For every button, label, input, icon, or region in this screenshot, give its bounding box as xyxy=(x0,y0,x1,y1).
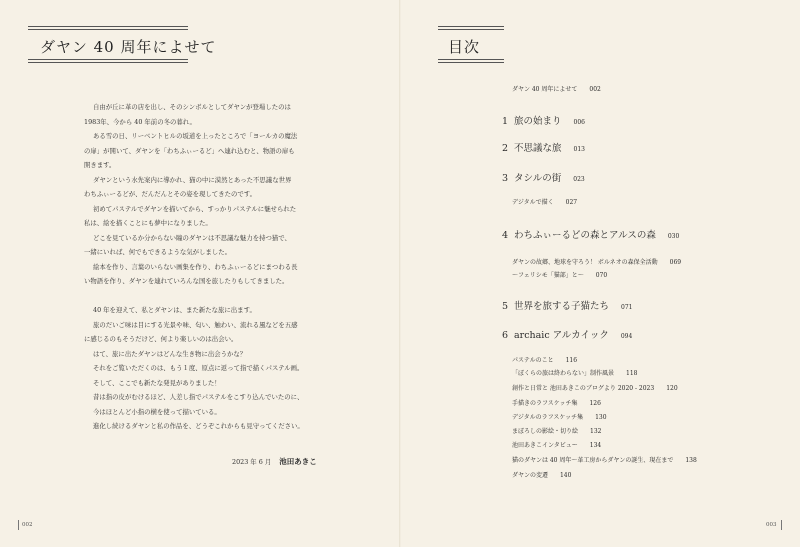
essay-line: どこを見ているか分からない瞳のダヤンは不思議な魅力を持つ猫で、 xyxy=(93,233,291,242)
toc-label: タシルの街 xyxy=(514,173,562,184)
toc-label: わちふぃーるどの森とアルスの森 xyxy=(514,230,656,241)
signature-author: 池田あきこ xyxy=(279,457,317,466)
toc-page-number: 071 xyxy=(621,304,633,311)
toc-chapter-number: 6 xyxy=(502,330,509,341)
toc-chapter-item[interactable] xyxy=(502,327,632,341)
page-number-right: 003 xyxy=(766,522,777,528)
toc-sub-item[interactable] xyxy=(512,398,601,407)
essay-line: 初めてパステルでダヤンを描いてから、すっかりパステルに魅せられた xyxy=(93,204,297,213)
toc-label: ダヤンの変遷 xyxy=(512,472,548,479)
essay-line: 昔は指の皮がむけるほど、人差し指でパステルをこすり込んでいたのに、 xyxy=(93,393,304,401)
toc-page-number: 027 xyxy=(565,199,578,206)
essay-line: 40 年を迎えて、私とダヤンは、また新たな旅に出ます。 xyxy=(93,306,256,314)
essay-line: 1983年、今から 40 年前の冬の暮れ。 xyxy=(84,117,196,126)
essay-body xyxy=(84,100,324,434)
toc-page-number: 002 xyxy=(589,86,601,93)
essay-line: ダヤンという水先案内に導かれ、猫の中に漠然とあった不思議な世界 xyxy=(93,175,292,184)
toc-label: 世界を旅する子猫たち xyxy=(514,301,610,312)
toc-chapter-number: 3 xyxy=(502,173,509,184)
toc-sub-item[interactable] xyxy=(512,368,637,377)
toc-label: 池田あきこインタビュー xyxy=(512,442,578,449)
toc-page-number: 118 xyxy=(626,370,638,377)
toc-chapter-number: 2 xyxy=(502,143,509,154)
title-rule-top-2 xyxy=(28,29,188,30)
title-rule-bottom-2 xyxy=(28,62,188,63)
toc-chapter-item[interactable] xyxy=(502,227,679,241)
essay-line: はて、旅に出たダヤンはどんな生き物に出会うかな？ xyxy=(93,349,247,358)
essay-line: わちふぃーるどが、だんだんとその姿を現してきたのです。 xyxy=(84,190,257,198)
toc-page-number: 030 xyxy=(667,233,680,240)
essay-line: 進化し続けるダヤンと私の作品を、どうぞこれからも見守ってください。 xyxy=(93,422,304,430)
essay-line: 今はほとんど小指の横を使って描いている。 xyxy=(93,407,221,416)
right-page xyxy=(400,0,800,547)
toc-label: 「ぼくらの旅は終わらない」制作風景 xyxy=(512,370,615,377)
toc-label: archaic アルカイック xyxy=(514,330,609,341)
essay-line: 一緒にいれば、何でもできるような気がしました。 xyxy=(84,248,231,256)
essay-line: い物語を作り、ダヤンを連れていろんな国を旅したりもしてきました。 xyxy=(84,277,289,285)
toc-chapter-item[interactable] xyxy=(502,298,632,312)
toc-page-number: 070 xyxy=(595,272,608,279)
signature xyxy=(232,456,317,467)
essay-line: 自由が丘に革の店を出し、そのシンボルとしてダヤンが登場したのは xyxy=(93,103,291,111)
toc-page-number: 140 xyxy=(559,472,572,479)
toc-sub-item[interactable] xyxy=(512,412,607,421)
essay-line: それをご覧いただくのは、もう１度、原点に返って指で描くパステル画。 xyxy=(93,364,304,372)
essay-line: 私は、絵を描くことにも夢中になりました。 xyxy=(84,219,212,227)
essay-line: そして、ここでも新たな発見がありました！ xyxy=(93,378,221,387)
toc-label: 手描きのラフスケッチ集 xyxy=(512,400,578,407)
toc-chapter-item[interactable] xyxy=(502,170,585,184)
toc-sub-item[interactable] xyxy=(512,440,601,449)
toc-label: パステルのこと xyxy=(512,357,554,364)
toc-page-number: 094 xyxy=(620,333,633,340)
toc-label: デジタルのラフスケッチ集 xyxy=(512,414,584,421)
toc-sub-item[interactable] xyxy=(512,426,601,435)
toc-label: デジタルで描く xyxy=(512,199,554,206)
toc-sub-item[interactable] xyxy=(512,455,697,464)
toc-sub-item[interactable] xyxy=(512,355,577,364)
toc-page-number: 130 xyxy=(595,414,607,421)
essay-line: 旅のだいご味は目にする光景や味、匂い、触わい、流れる風などを五感 xyxy=(93,320,298,329)
toc-sub-item[interactable] xyxy=(512,470,571,479)
folio-mark-right xyxy=(781,520,782,530)
essay-line: ある雪の日、リーベントヒルの坂道を上ったところで「ヨールカの魔法 xyxy=(93,132,298,140)
toc-page-number: 069 xyxy=(669,259,682,266)
toc-label: 不思議な旅 xyxy=(514,143,562,154)
toc-chapter-number: 5 xyxy=(502,301,509,312)
toc-chapter-item[interactable] xyxy=(502,140,585,154)
toc-sub-item[interactable] xyxy=(512,197,577,206)
toc-page-number: 006 xyxy=(573,119,585,126)
page-number-left: 002 xyxy=(22,522,33,528)
toc-sub-item[interactable] xyxy=(512,270,607,279)
toc-label: 旅の始まり xyxy=(514,116,562,127)
toc-page-number: 134 xyxy=(589,442,602,449)
toc-label: ～フェリシモ「猫部」と～ xyxy=(512,272,584,279)
toc-label: ダヤン 40 周年によせて xyxy=(512,86,578,93)
toc-label: まぼろしの影絵・切り絵 xyxy=(512,428,579,435)
essay-line: に感じるのもそうだけど、何より楽しいのは出会い。 xyxy=(84,335,238,343)
paragraph-gap xyxy=(84,289,324,304)
toc-title: 目次 xyxy=(448,38,481,56)
toc-page-number: 138 xyxy=(685,457,697,464)
toc-page-number: 013 xyxy=(573,146,585,153)
toc-chapter-number: 4 xyxy=(502,230,509,241)
toc-label: 創作と日常と 池田あきこのブログより 2020 - 2023 xyxy=(512,385,655,392)
page-title: ダヤン 40 周年によせて xyxy=(40,38,217,56)
table-of-contents xyxy=(400,0,800,547)
toc-page-number: 126 xyxy=(589,400,601,407)
essay-line: 開きます。 xyxy=(84,161,116,169)
title-rule-top-1 xyxy=(28,26,188,27)
essay-line: 絵本を作り、言葉のいらない画集を作り、わちふぃーるどにまつわる長 xyxy=(93,262,298,271)
toc-page-number: 023 xyxy=(573,176,585,183)
toc-chapter-item[interactable] xyxy=(502,113,585,127)
toc-sub-item[interactable] xyxy=(512,257,681,266)
toc-page-number: 132 xyxy=(590,428,602,435)
essay-line: の扉」が開いて、ダヤンを「わちふぃーるど」へ連れ込むと、物語の扉も xyxy=(84,146,295,155)
toc-sub-item[interactable] xyxy=(512,383,678,392)
title-rule-bottom-1 xyxy=(28,59,188,60)
toc-page-number: 116 xyxy=(565,357,578,364)
toc-sub-item[interactable] xyxy=(512,84,601,93)
toc-page-number: 120 xyxy=(666,385,678,392)
toc-label: 猫のダヤンは 40 周年～革工房からダヤンの誕生、現在まで xyxy=(512,457,674,464)
signature-date: 2023 年 6 月 xyxy=(232,458,272,466)
toc-chapter-number: 1 xyxy=(502,116,509,127)
toc-label: ダヤンの故郷、地球を守ろう！ ボルネオの森保全活動 xyxy=(512,259,658,266)
folio-mark xyxy=(18,520,19,530)
